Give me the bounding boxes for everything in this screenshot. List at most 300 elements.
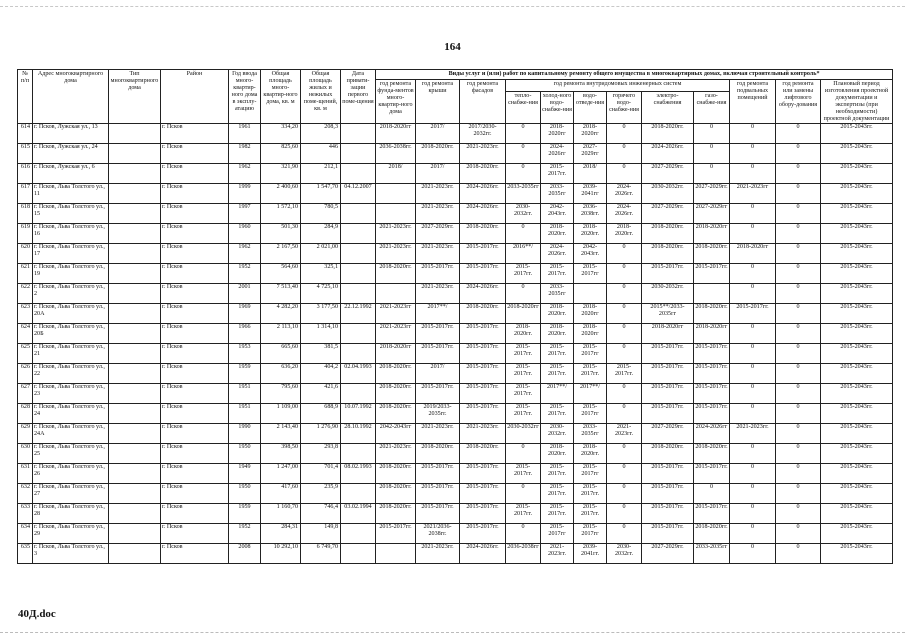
row-address: г. Псков, Льва Толстого ул., 24: [33, 404, 109, 424]
row-roof: 2021-2023гг.: [416, 424, 460, 444]
row-electric: 2015-2017гг.: [642, 484, 694, 504]
row-planned-period: 2015-2043гг.: [821, 364, 893, 384]
row-living-area: 4 725,10: [301, 284, 341, 304]
row-facade: 2024-2026гг.: [460, 184, 506, 204]
row-house-type: [109, 204, 161, 224]
row-house-type: [109, 404, 161, 424]
row-number: 619: [18, 224, 33, 244]
row-basement: 0: [730, 464, 776, 484]
row-elevator: 0: [776, 444, 821, 464]
row-electric: 2018-2020гг.: [642, 224, 694, 244]
row-elevator: 0: [776, 264, 821, 284]
row-sewerage: 2027-2029гг: [574, 144, 607, 164]
row-roof: 2021-2023гг.: [416, 184, 460, 204]
row-heat-supply: 2015-2017гг.: [506, 384, 541, 404]
row-house-type: [109, 424, 161, 444]
row-roof: 2017**/: [416, 304, 460, 324]
row-elevator: 0: [776, 224, 821, 244]
row-number: 617: [18, 184, 33, 204]
row-living-area: 208,3: [301, 124, 341, 144]
row-year: 1951: [229, 404, 261, 424]
row-planned-period: 2015-2043гг.: [821, 204, 893, 224]
row-total-area: 2 400,60: [261, 184, 301, 204]
row-cold-water: 2018-2020гг.: [541, 444, 574, 464]
row-cold-water: 2015-2017гг.: [541, 344, 574, 364]
row-electric: 2015-2017гг.: [642, 344, 694, 364]
row-address: г. Псков, Льва Толстого ул., 20Б: [33, 324, 109, 344]
row-basement: 0: [730, 124, 776, 144]
row-planned-period: 2015-2043гг.: [821, 124, 893, 144]
row-gas: 0: [694, 484, 730, 504]
row-elevator: 0: [776, 404, 821, 424]
row-house-type: [109, 384, 161, 404]
row-privatization-date: 28.10.1992: [341, 424, 376, 444]
col-systems-group: год ремонта внутридомовых инженерных систем: [506, 80, 730, 92]
row-house-type: [109, 304, 161, 324]
row-privatization-date: [341, 484, 376, 504]
row-address: г. Псков, Льва Толстого ул., 22: [33, 364, 109, 384]
row-district: г. Псков: [161, 264, 229, 284]
row-roof: 2017/: [416, 124, 460, 144]
row-planned-period: 2015-2043гг.: [821, 304, 893, 324]
row-electric: 2018-2020гг.: [642, 444, 694, 464]
row-hot-water: 0: [607, 164, 642, 184]
row-district: г. Псков: [161, 304, 229, 324]
col-cold-water: холод-ного водо-снабже-ния: [541, 92, 574, 124]
table-row: [18, 464, 893, 484]
row-number: 631: [18, 464, 33, 484]
row-planned-period: 2015-2043гг.: [821, 384, 893, 404]
row-roof: 2015-2017гг.: [416, 484, 460, 504]
row-total-area: 10 292,10: [261, 544, 301, 564]
row-roof: 2015-2017гг.: [416, 464, 460, 484]
row-gas: 2024-2026гг: [694, 424, 730, 444]
row-elevator: 0: [776, 244, 821, 264]
table-body: [18, 124, 893, 564]
row-privatization-date: [341, 244, 376, 264]
row-sewerage: 2018-2020гг: [574, 124, 607, 144]
row-cold-water: 2015-2017гг.: [541, 264, 574, 284]
row-total-area: 1 572,10: [261, 204, 301, 224]
row-house-type: [109, 544, 161, 564]
row-year: 1952: [229, 264, 261, 284]
row-hot-water: 0: [607, 504, 642, 524]
row-district: г. Псков: [161, 384, 229, 404]
row-facade: 2015-2017гг.: [460, 464, 506, 484]
row-year: 1959: [229, 364, 261, 384]
row-basement: 0: [730, 404, 776, 424]
row-gas: 2033-2035гг: [694, 544, 730, 564]
row-number: 628: [18, 404, 33, 424]
row-electric: 2030-2032гг.: [642, 184, 694, 204]
row-living-area: 1 314,10: [301, 324, 341, 344]
row-planned-period: 2015-2043гг.: [821, 244, 893, 264]
row-hot-water: 0: [607, 344, 642, 364]
row-basement: 2018-2020гг: [730, 244, 776, 264]
row-heat-supply: 2015-2017гг.: [506, 364, 541, 384]
row-basement: 0: [730, 544, 776, 564]
row-living-area: 701,4: [301, 464, 341, 484]
row-cold-water: 2018-2020гг.: [541, 324, 574, 344]
row-address: г. Псков, Льва Толстого ул., 23: [33, 384, 109, 404]
row-sewerage: 2015-2017гг: [574, 404, 607, 424]
row-number: 635: [18, 544, 33, 564]
row-basement: 0: [730, 444, 776, 464]
row-hot-water: 0: [607, 244, 642, 264]
row-district: г. Псков: [161, 184, 229, 204]
row-total-area: 636,20: [261, 364, 301, 384]
row-roof: 2027-2029гг.: [416, 224, 460, 244]
row-living-area: 235,9: [301, 484, 341, 504]
row-heat-supply: 0: [506, 144, 541, 164]
row-heat-supply: 2016**/: [506, 244, 541, 264]
page-number: 164: [444, 41, 461, 53]
row-privatization-date: [341, 204, 376, 224]
row-foundation: 2021-2023гг: [376, 304, 416, 324]
row-gas: 2015-2017гг.: [694, 464, 730, 484]
row-facade: 2024-2026гг.: [460, 204, 506, 224]
row-privatization-date: 02.04.1993: [341, 364, 376, 384]
row-cold-water: 2018-2020гг.: [541, 304, 574, 324]
row-planned-period: 2015-2043гг.: [821, 444, 893, 464]
row-gas: 2018-2020гг.: [694, 244, 730, 264]
row-gas: 2015-2017гг.: [694, 504, 730, 524]
row-cold-water: 2018-2020гг: [541, 124, 574, 144]
row-total-area: 501,30: [261, 224, 301, 244]
row-basement: 2015-2017гг.: [730, 304, 776, 324]
row-house-type: [109, 504, 161, 524]
row-basement: 0: [730, 204, 776, 224]
row-gas: 2018-2020гг.: [694, 444, 730, 464]
row-year: 1966: [229, 324, 261, 344]
table-row: [18, 344, 893, 364]
row-address: г. Псков, Льва Толстого ул., 2: [33, 284, 109, 304]
row-facade: 2015-2017гг.: [460, 484, 506, 504]
row-foundation: 2018-2020гг.: [376, 384, 416, 404]
col-num: № п/п: [18, 70, 33, 124]
row-cold-water: 2015-2017гг.: [541, 404, 574, 424]
row-foundation: 2018-2020гг.: [376, 504, 416, 524]
row-house-type: [109, 264, 161, 284]
row-planned-period: 2015-2043гг.: [821, 404, 893, 424]
row-electric: 2015-2017гг.: [642, 464, 694, 484]
row-address: г. Псков, Лужская ул., 13: [33, 124, 109, 144]
row-facade: 2015-2017гг.: [460, 244, 506, 264]
row-hot-water: 0: [607, 444, 642, 464]
row-number: 620: [18, 244, 33, 264]
row-elevator: 0: [776, 484, 821, 504]
row-cold-water: 2024-2026гг: [541, 144, 574, 164]
row-elevator: 0: [776, 184, 821, 204]
row-privatization-date: [341, 264, 376, 284]
row-elevator: 0: [776, 164, 821, 184]
row-house-type: [109, 244, 161, 264]
row-foundation: 2042-2043гг: [376, 424, 416, 444]
row-district: г. Псков: [161, 144, 229, 164]
row-privatization-date: [341, 544, 376, 564]
row-electric: 2027-2029гг.: [642, 424, 694, 444]
row-address: г. Псков, Лужская ул., 24: [33, 144, 109, 164]
row-living-area: 381,5: [301, 344, 341, 364]
row-number: 627: [18, 384, 33, 404]
row-year: 1962: [229, 244, 261, 264]
row-house-type: [109, 224, 161, 244]
row-house-type: [109, 164, 161, 184]
row-address: г. Псков, Лужская ул., 6: [33, 164, 109, 184]
row-year: 1999: [229, 184, 261, 204]
row-district: г. Псков: [161, 504, 229, 524]
row-elevator: 0: [776, 124, 821, 144]
row-hot-water: 2015-2017гг.: [607, 364, 642, 384]
row-facade: 2021-2023гг.: [460, 424, 506, 444]
row-district: г. Псков: [161, 124, 229, 144]
row-basement: 0: [730, 264, 776, 284]
col-district: Район: [161, 70, 229, 124]
row-privatization-date: [341, 224, 376, 244]
table-row: [18, 404, 893, 424]
row-total-area: 564,60: [261, 264, 301, 284]
row-facade: 2015-2017гг.: [460, 264, 506, 284]
row-planned-period: 2015-2043гг.: [821, 324, 893, 344]
row-roof: 2021-2023гг.: [416, 544, 460, 564]
row-living-area: 325,1: [301, 264, 341, 284]
row-privatization-date: [341, 164, 376, 184]
row-cold-water: 2015-2017гг.: [541, 504, 574, 524]
row-facade: 2018-2020гг.: [460, 304, 506, 324]
row-district: г. Псков: [161, 424, 229, 444]
row-roof: 2021/2036-2038гг.: [416, 524, 460, 544]
table-row: [18, 324, 893, 344]
row-year: 1953: [229, 344, 261, 364]
row-gas: 2018-2020гг.: [694, 304, 730, 324]
row-number: 618: [18, 204, 33, 224]
row-district: г. Псков: [161, 444, 229, 464]
row-number: 625: [18, 344, 33, 364]
row-planned-period: 2015-2043гг.: [821, 524, 893, 544]
row-facade: 2024-2026гг.: [460, 544, 506, 564]
row-sewerage: 2039-2041гг.: [574, 544, 607, 564]
row-planned-period: 2015-2043гг.: [821, 484, 893, 504]
row-total-area: 334,20: [261, 124, 301, 144]
row-planned-period: 2015-2043гг.: [821, 264, 893, 284]
row-address: г. Псков, Льва Толстого ул., 19: [33, 264, 109, 284]
row-address: г. Псков, Льва Толстого ул., 28: [33, 504, 109, 524]
row-privatization-date: [341, 284, 376, 304]
table-row: [18, 424, 893, 444]
row-total-area: 665,60: [261, 344, 301, 364]
row-elevator: 0: [776, 344, 821, 364]
row-roof: 2018-2020гг.: [416, 444, 460, 464]
row-privatization-date: [341, 524, 376, 544]
row-roof: 2015-2017гг.: [416, 264, 460, 284]
row-number: 615: [18, 144, 33, 164]
row-living-area: 284,9: [301, 224, 341, 244]
row-total-area: 4 282,20: [261, 304, 301, 324]
row-foundation: 2015-2017гг.: [376, 524, 416, 544]
col-planned-period: Плановый период изготовления проектной документации и экспертизы (при необходимости) проектной документации: [821, 80, 893, 124]
table-row: [18, 264, 893, 284]
row-heat-supply: 0: [506, 224, 541, 244]
row-hot-water: 2030-2032гг.: [607, 544, 642, 564]
row-foundation: 2018-2020гг: [376, 344, 416, 364]
scan-bottom-edge: [0, 632, 905, 633]
row-foundation: 2018-2020гг.: [376, 404, 416, 424]
row-foundation: 2018-2020гг: [376, 124, 416, 144]
row-gas: 2018-2020гг: [694, 224, 730, 244]
col-group-title: Виды услуг и (или) работ по капитальному ремонту общего имущества в многоквартирных домах, включая строительный контроль*: [376, 70, 893, 80]
row-year: 1949: [229, 464, 261, 484]
row-roof: 2018-2020гг.: [416, 144, 460, 164]
row-address: г. Псков, Льва Толстого ул., 20А: [33, 304, 109, 324]
row-elevator: 0: [776, 464, 821, 484]
row-elevator: 0: [776, 304, 821, 324]
row-heat-supply: 0: [506, 444, 541, 464]
row-hot-water: 2024-2026гг.: [607, 184, 642, 204]
row-heat-supply: 0: [506, 284, 541, 304]
row-house-type: [109, 124, 161, 144]
row-gas: 2015-2017гг.: [694, 364, 730, 384]
row-foundation: 2036-2038гг.: [376, 144, 416, 164]
row-living-area: 6 749,70: [301, 544, 341, 564]
row-gas: 2015-2017гг.: [694, 264, 730, 284]
row-elevator: 0: [776, 384, 821, 404]
row-year: 1982: [229, 144, 261, 164]
row-electric: 2027-2029гг.: [642, 164, 694, 184]
row-cold-water: 2017**/: [541, 384, 574, 404]
row-year: 1961: [229, 124, 261, 144]
row-roof: 2021-2023гг.: [416, 204, 460, 224]
row-facade: 2018-2020гг.: [460, 444, 506, 464]
row-basement: 0: [730, 484, 776, 504]
col-gas-supply: газо-снабже-ния: [694, 92, 730, 124]
row-basement: 0: [730, 224, 776, 244]
row-number: 630: [18, 444, 33, 464]
row-district: г. Псков: [161, 464, 229, 484]
row-elevator: 0: [776, 144, 821, 164]
row-living-area: 1 276,90: [301, 424, 341, 444]
col-address: Адрес многоквартирного дома: [33, 70, 109, 124]
row-living-area: 746,4: [301, 504, 341, 524]
col-heat-supply: тепло-снабже-ния: [506, 92, 541, 124]
row-privatization-date: [341, 144, 376, 164]
row-living-area: 404,2: [301, 364, 341, 384]
row-elevator: 0: [776, 284, 821, 304]
row-electric: 2018-2020гг.: [642, 124, 694, 144]
row-hot-water: 0: [607, 384, 642, 404]
row-year: 2008: [229, 544, 261, 564]
row-total-area: 1 109,00: [261, 404, 301, 424]
row-address: г. Псков, Льва Толстого ул., 3: [33, 544, 109, 564]
row-district: г. Псков: [161, 204, 229, 224]
row-facade: 2021-2023гг.: [460, 144, 506, 164]
row-sewerage: 2015-2017гг.: [574, 364, 607, 384]
row-district: г. Псков: [161, 404, 229, 424]
row-elevator: 0: [776, 544, 821, 564]
row-sewerage: 2015-2017гг.: [574, 504, 607, 524]
row-district: г. Псков: [161, 224, 229, 244]
row-district: г. Псков: [161, 284, 229, 304]
row-heat-supply: 2030-2032гг: [506, 424, 541, 444]
row-district: г. Псков: [161, 544, 229, 564]
row-number: 632: [18, 484, 33, 504]
col-elevator-repair: год ремонта или замены лифтового обору-дования: [776, 80, 821, 124]
row-cold-water: 2015-2017гг.: [541, 364, 574, 384]
row-roof: 2015-2017гг.: [416, 324, 460, 344]
row-gas: 2018-2020гг.: [694, 524, 730, 544]
row-foundation: 2021-2023гг.: [376, 244, 416, 264]
row-foundation: 2021-2023гг.: [376, 224, 416, 244]
row-hot-water: 0: [607, 484, 642, 504]
row-living-area: 446: [301, 144, 341, 164]
row-house-type: [109, 284, 161, 304]
row-facade: 2018-2020гг.: [460, 164, 506, 184]
col-hot-water: горячего водо-снабже-ния: [607, 92, 642, 124]
row-foundation: 2018-2020гг.: [376, 484, 416, 504]
row-electric: 2015-2017гг.: [642, 384, 694, 404]
row-foundation: [376, 184, 416, 204]
table-row: [18, 184, 893, 204]
row-electric: 2015-2017гг.: [642, 364, 694, 384]
row-living-area: 2 021,00: [301, 244, 341, 264]
table-row: [18, 364, 893, 384]
row-hot-water: 2024-2026гг.: [607, 204, 642, 224]
row-elevator: 0: [776, 204, 821, 224]
row-total-area: 2 113,10: [261, 324, 301, 344]
row-planned-period: 2015-2043гг.: [821, 344, 893, 364]
table-row: [18, 504, 893, 524]
table-row: [18, 164, 893, 184]
row-elevator: 0: [776, 324, 821, 344]
col-house-type: Тип многоквартирного дома: [109, 70, 161, 124]
row-basement: 0: [730, 524, 776, 544]
row-number: 616: [18, 164, 33, 184]
row-gas: 0: [694, 164, 730, 184]
row-year: 1952: [229, 524, 261, 544]
row-planned-period: 2015-2043гг.: [821, 144, 893, 164]
row-sewerage: 2018-2020гг.: [574, 444, 607, 464]
row-planned-period: 2015-2043гг.: [821, 184, 893, 204]
row-foundation: 2021-2023гг.: [376, 444, 416, 464]
table-row: [18, 444, 893, 464]
row-living-area: 780,5: [301, 204, 341, 224]
row-planned-period: 2015-2043гг.: [821, 224, 893, 244]
row-roof: 2017/: [416, 164, 460, 184]
row-privatization-date: [341, 344, 376, 364]
row-basement: 2021-2023гг: [730, 184, 776, 204]
row-house-type: [109, 444, 161, 464]
row-house-type: [109, 184, 161, 204]
row-heat-supply: 0: [506, 124, 541, 144]
row-year: 1960: [229, 224, 261, 244]
row-facade: 2015-2017гг.: [460, 344, 506, 364]
row-year: 1950: [229, 484, 261, 504]
row-basement: 0: [730, 324, 776, 344]
row-electric: 2018-2020гг: [642, 324, 694, 344]
row-number: 634: [18, 524, 33, 544]
row-hot-water: 0: [607, 304, 642, 324]
row-address: г. Псков, Льва Толстого ул., 15: [33, 204, 109, 224]
row-year: 1997: [229, 204, 261, 224]
row-roof: 2021-2023гг.: [416, 284, 460, 304]
row-electric: 2015-2017гг.: [642, 404, 694, 424]
col-year: Год ввода много-квартир-ного дома в эксплу-атацию: [229, 70, 261, 124]
col-total-area: Общая площадь много-квартир-ного дома, кв. м: [261, 70, 301, 124]
row-gas: 0: [694, 144, 730, 164]
row-living-area: 1 547,70: [301, 184, 341, 204]
row-address: г. Псков, Льва Толстого ул., 25: [33, 444, 109, 464]
row-district: г. Псков: [161, 344, 229, 364]
row-address: г. Псков, Льва Толстого ул., 27: [33, 484, 109, 504]
